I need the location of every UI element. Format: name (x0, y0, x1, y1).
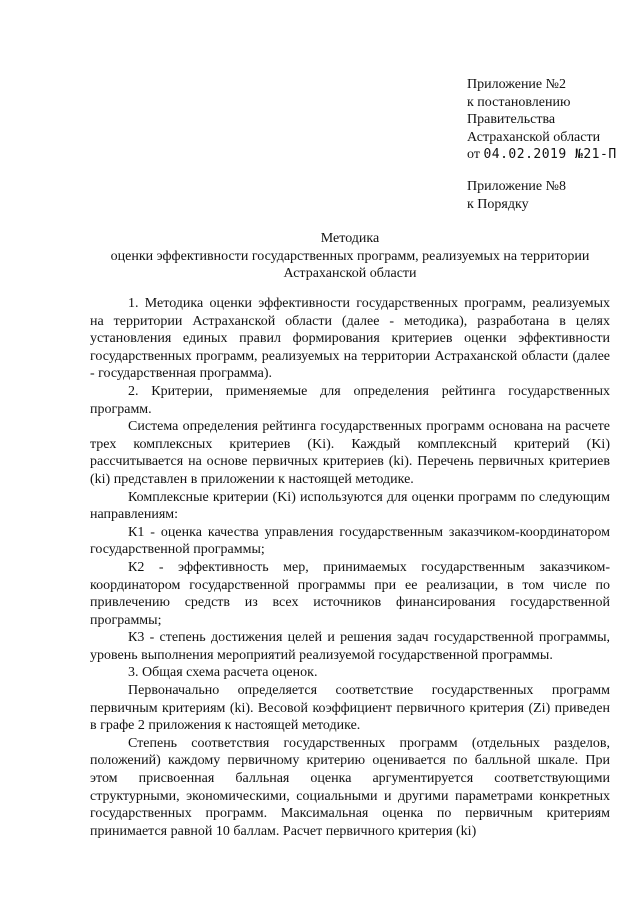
document-body (90, 295, 610, 840)
attachment-header-main (467, 76, 632, 164)
attachment-title: Приложение №8 (467, 179, 566, 194)
paragraph: К3 - степень достижения целей и решения задач государственной программы, уровень выполнения мероприятий реализуемой государственной программы. (90, 630, 610, 663)
paragraph: Первоначально определяется соответствие государственных программ первичным критериям (ki). Весовой коэффициент первичного критерия (Zi) приведен в графе 2 приложения к настоящей методике. (90, 683, 610, 734)
attachment-ref-line: к Порядку (467, 196, 529, 212)
paragraph: Комплексные критерии (Ki) используются для оценки программ по следующим направлениям: (90, 489, 610, 523)
date-prefix: от (467, 147, 480, 162)
attachment-ref-line: к постановлению (467, 94, 571, 110)
attachment-date-line (467, 146, 632, 164)
paragraph: 2. Критерии, применяемые для определения рейтинга государственных программ. (90, 383, 610, 417)
attachment-header-secondary (467, 178, 632, 213)
attachment-ref-line: Астраханской области (467, 129, 601, 145)
attachment-ref-line: Правительства (467, 112, 556, 127)
paragraph: Система определения рейтинга государственных программ основана на расчете трех комплексных критериев (Ki). Каждый комплексный критерий (Ki) рассчитывается на основе первичных критериев (ki). Перечень первичных критериев (ki) представлен в приложении к настоящей методике. (90, 419, 610, 487)
document-title (70, 230, 630, 283)
paragraph: К1 - оценка качества управления государственным заказчиком-координатором государственной программы; (90, 524, 610, 558)
paragraph: 1. Методика оценки эффективности государственных программ, реализуемых на территории Астраханской области (далее - методика), разработана в целях установления единых правил формирования критериев оценки эффективности государственных программ, реализуемых на территории Астраханской области (далее - государственная программа). (90, 296, 610, 382)
paragraph: 3. Общая схема расчета оценок. (128, 665, 318, 681)
title-line: Методика (320, 231, 380, 246)
paragraph: Степень соответствия государственных программ (отдельных разделов, положений) каждому первичному критерию оценивается по балльной шкале. При этом присвоенная балльная оценка аргументируется соответствующими структурными, экономическими, социальными и другими параметрами конкретных государственных программ. Максимальная оценка по первичным критериям принимается равной 10 баллам. Расчет первичного критерия (ki) (90, 735, 610, 839)
paragraph: К2 - эффективность мер, принимаемых государственным заказчиком-координатором государственной программы при ее реализации, в том числе по привлечению средств из всех источников финансирования государственной программы; (90, 559, 610, 628)
title-line: оценки эффективности государственных программ, реализуемых на территории (110, 248, 590, 264)
attachment-title: Приложение №2 (467, 77, 566, 92)
title-line: Астраханской области (283, 266, 417, 281)
handwritten-date-number: 04.02.2019 №21-П (483, 147, 617, 162)
